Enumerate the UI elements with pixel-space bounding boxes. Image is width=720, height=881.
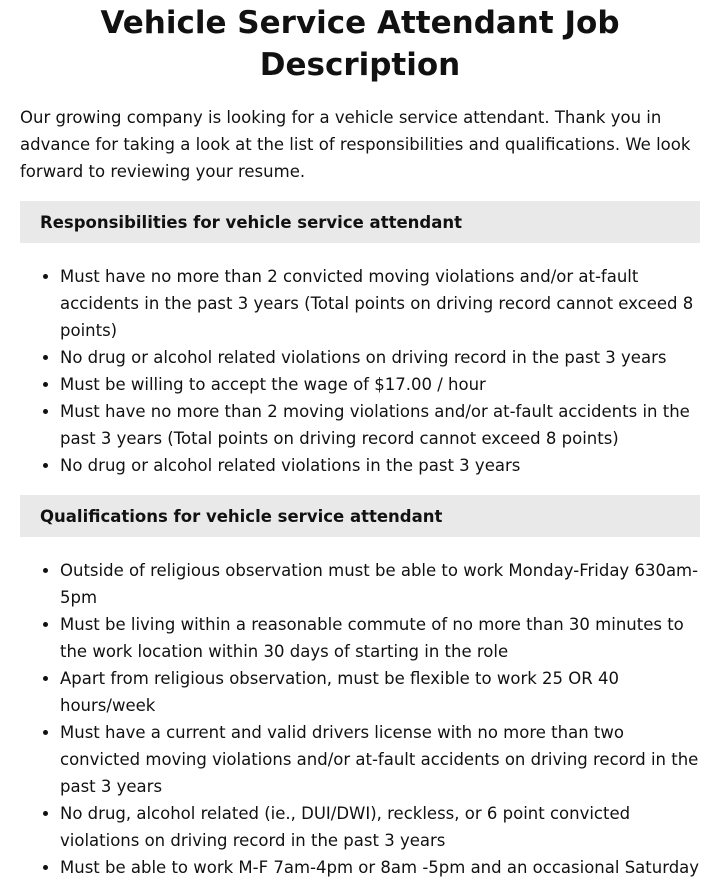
list-item: • Must be living within a reasonable commute of no more than 30 minutes to the work location within 30 days of starting in the role [60, 611, 700, 665]
list-item: • Must have a current and valid drivers license with no more than two convicted moving violations and/or at-fault accidents on driving record in the past 3 years [60, 719, 700, 800]
list-item: • No drug, alcohol related (ie., DUI/DWI), reckless, or 6 point convicted violations on driving record in the past 3 years [60, 800, 700, 854]
responsibilities-list [20, 263, 700, 479]
intro-paragraph: Our growing company is looking for a vehicle service attendant. Thank you in advance for taking a look at the list of responsibilities and qualifications. We look forward to reviewing your resume. [20, 108, 691, 181]
list-item: • Apart from religious observation, must be flexible to work 25 OR 40 hours/week [60, 665, 700, 719]
list-item: • Must be able to work M-F 7am-4pm or 8am -5pm and an occasional Saturday [60, 854, 700, 881]
list-item: • Must have no more than 2 moving violations and/or at-fault accidents in the past 3 years (Total points on driving record cannot exceed 8 points) [60, 398, 700, 452]
list-item: • No drug or alcohol related violations in the past 3 years [60, 452, 700, 479]
list-item: • Must have no more than 2 convicted moving violations and/or at-fault accidents in the past 3 years (Total points on driving record cannot exceed 8 points) [60, 263, 700, 344]
qualifications-list [20, 557, 700, 881]
responsibilities-heading: Responsibilities for vehicle service attendant [20, 201, 700, 243]
qualifications-heading: Qualifications for vehicle service attendant [20, 495, 700, 537]
list-item: • Must be willing to accept the wage of $17.00 / hour [60, 371, 700, 398]
list-item: • No drug or alcohol related violations on driving record in the past 3 years [60, 344, 700, 371]
page-title: Vehicle Service Attendant Job Description [100, 5, 620, 83]
list-item: • Outside of religious observation must be able to work Monday-Friday 630am-5pm [60, 557, 700, 611]
